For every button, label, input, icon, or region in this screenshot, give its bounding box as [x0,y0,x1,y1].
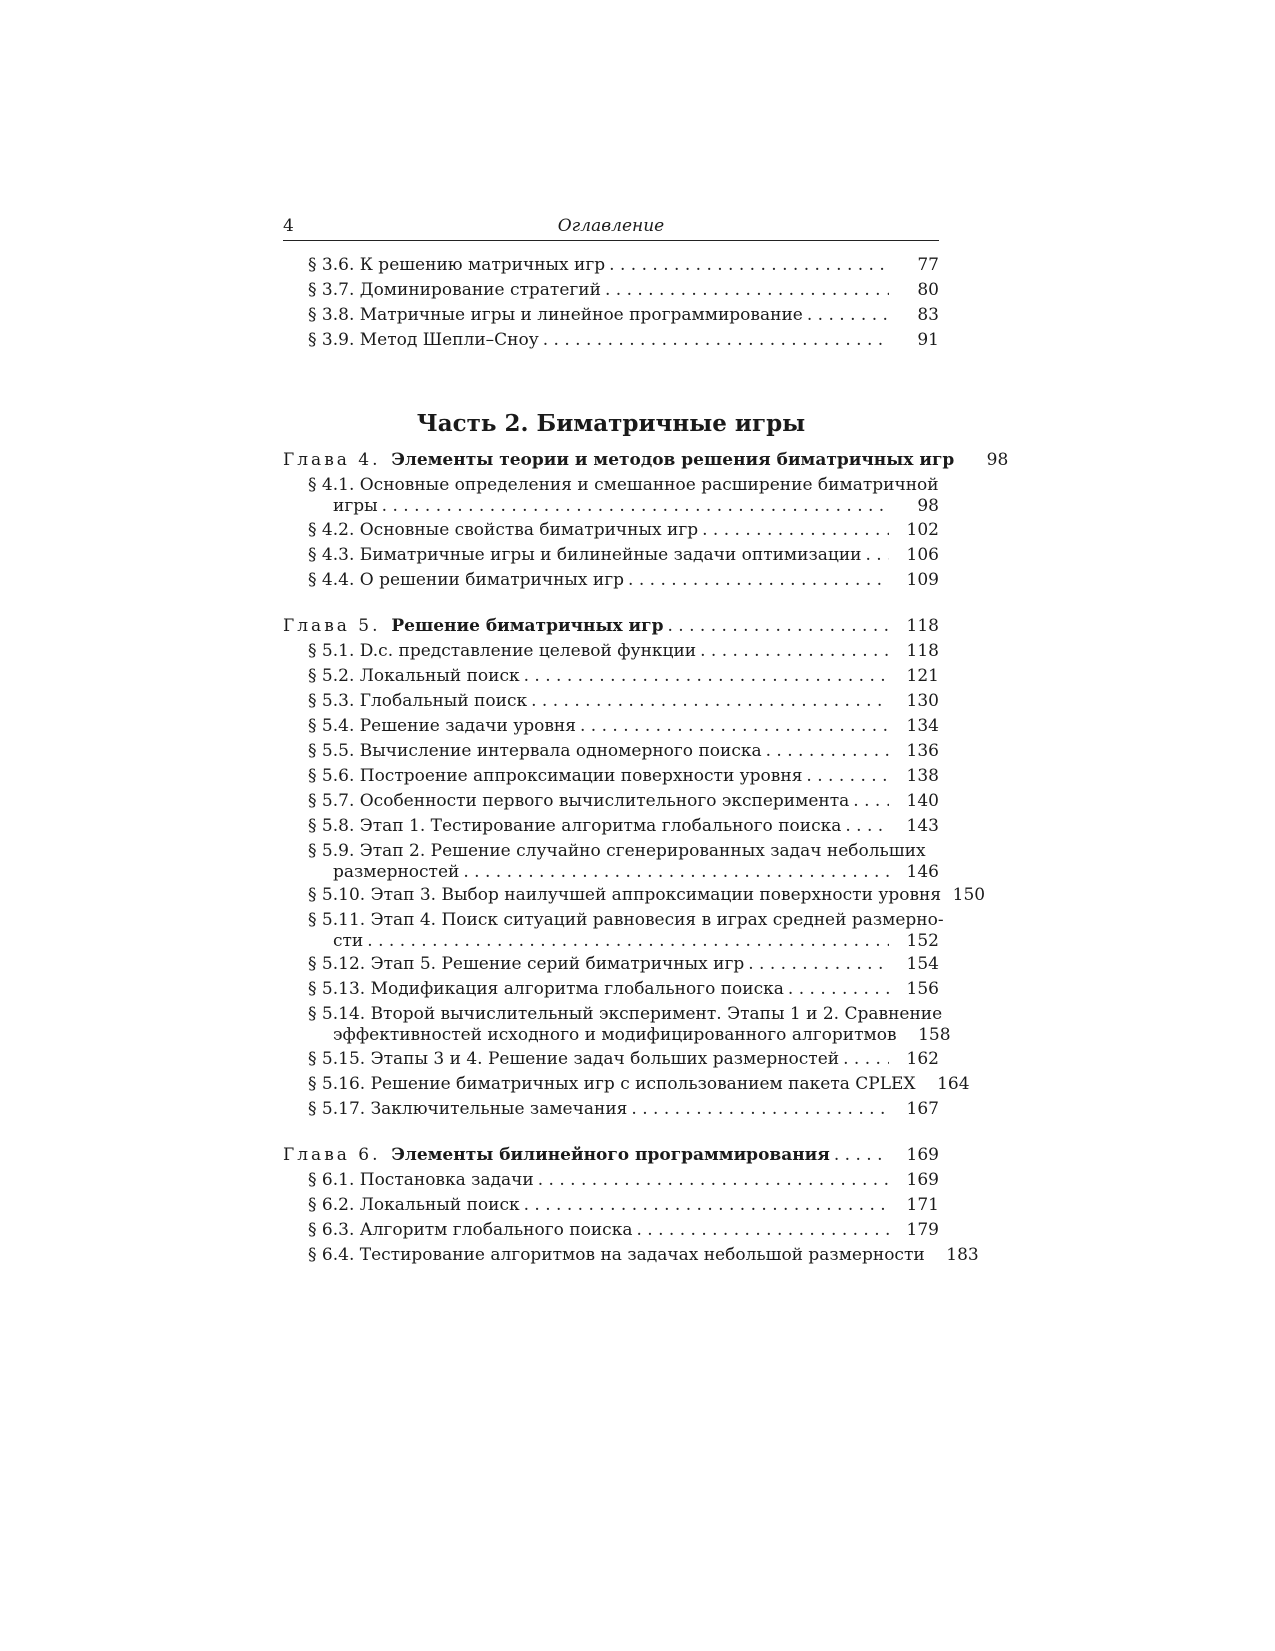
toc-entry[interactable]: § 5.10. Этап 3. Выбор наилучшей аппроксимации поверхности уровня 150 [308,885,986,905]
toc-entry[interactable]: § 5.4. Решение задачи уровня . . . 134 [283,716,939,737]
toc-entry[interactable]: § 5.13. Модификация алгоритма глобального поиска . . . 156 [283,979,939,1000]
toc-entry[interactable]: § 5.1. D.c. представление целевой функции . . . 118 [283,641,939,662]
toc-entry[interactable]: § 6.4. Тестирование алгоритмов на задачах небольшой размерности 183 [308,1245,979,1265]
running-head [283,212,939,241]
toc-entry[interactable]: § 5.2. Локальный поиск . . . 121 [283,666,939,687]
toc-chapter[interactable]: Глава 6. Элементы билинейного программирования . . . 169 [283,1145,939,1166]
toc-entry[interactable]: § 5.3. Глобальный поиск . . . 130 [283,691,939,712]
toc-entry[interactable]: § 5.5. Вычисление интервала одномерного поиска . . . 136 [283,741,939,762]
toc-entry[interactable]: § 4.4. О решении биматричных игр . . . 109 [283,570,939,591]
toc-entry[interactable]: § 6.3. Алгоритм глобального поиска . . . 179 [283,1220,939,1241]
toc-chapter[interactable]: Глава 5. Решение биматричных игр . . . 118 [283,616,939,637]
toc-entry[interactable]: § 3.7. Доминирование стратегий . . . 80 [283,280,939,301]
toc-entry[interactable]: § 4.3. Биматричные игры и билинейные задачи оптимизации . . . 106 [283,545,939,566]
toc-entry[interactable]: § 6.1. Постановка задачи . . . 169 [283,1170,939,1191]
running-title: Оглавление [557,216,665,236]
toc-entry[interactable]: § 5.11. Этап 4. Поиск ситуаций равновесия в играх средней размерно- сти . . . 152 [283,910,939,952]
toc-entry[interactable]: § 4.1. Основные определения и смешанное расширение биматричной игры . . . 98 [283,475,939,517]
toc-entry[interactable]: § 3.6. К решению матричных игр . . . 77 [283,255,939,276]
part-title: Часть 2. Биматричные игры [416,410,806,437]
toc-entry[interactable]: § 5.6. Построение аппроксимации поверхности уровня . . . 138 [283,766,939,787]
toc-entry[interactable]: § 5.15. Этапы 3 и 4. Решение задач больших размерностей . . . 162 [283,1049,939,1070]
toc-entry[interactable]: § 6.2. Локальный поиск . . . 171 [283,1195,939,1216]
toc-entry[interactable]: § 3.8. Матричные игры и линейное программирование . . . 83 [283,305,939,326]
page-content [283,212,1009,1265]
toc-entry[interactable]: § 5.16. Решение биматричных игр с использованием пакета CPLEX 164 [308,1074,970,1094]
toc-entry[interactable]: § 3.9. Метод Шепли–Сноу . . . 91 [283,330,939,351]
toc-entry[interactable]: § 5.14. Второй вычислительный эксперимент. Этапы 1 и 2. Сравнение эффективностей исходного и модифицированного алгоритмов 158 [308,1004,951,1045]
toc-chapter[interactable]: Глава 4. Элементы теории и методов решения биматричных игр 98 [283,450,1009,470]
toc-entry[interactable]: § 5.9. Этап 2. Решение случайно сгенерированных задач небольших размерностей . . . 146 [283,841,939,883]
toc-entry[interactable]: § 5.7. Особенности первого вычислительного эксперимента . . . 140 [283,791,939,812]
toc-entry[interactable]: § 5.8. Этап 1. Тестирование алгоритма глобального поиска . . . 143 [283,816,939,837]
toc-entry[interactable]: § 5.12. Этап 5. Решение серий биматричных игр . . . 154 [283,954,939,975]
page-number: 4 [283,216,294,236]
toc-entry[interactable]: § 5.17. Заключительные замечания . . . 167 [283,1099,939,1120]
toc-entry[interactable]: § 4.2. Основные свойства биматричных игр . . . 102 [283,520,939,541]
